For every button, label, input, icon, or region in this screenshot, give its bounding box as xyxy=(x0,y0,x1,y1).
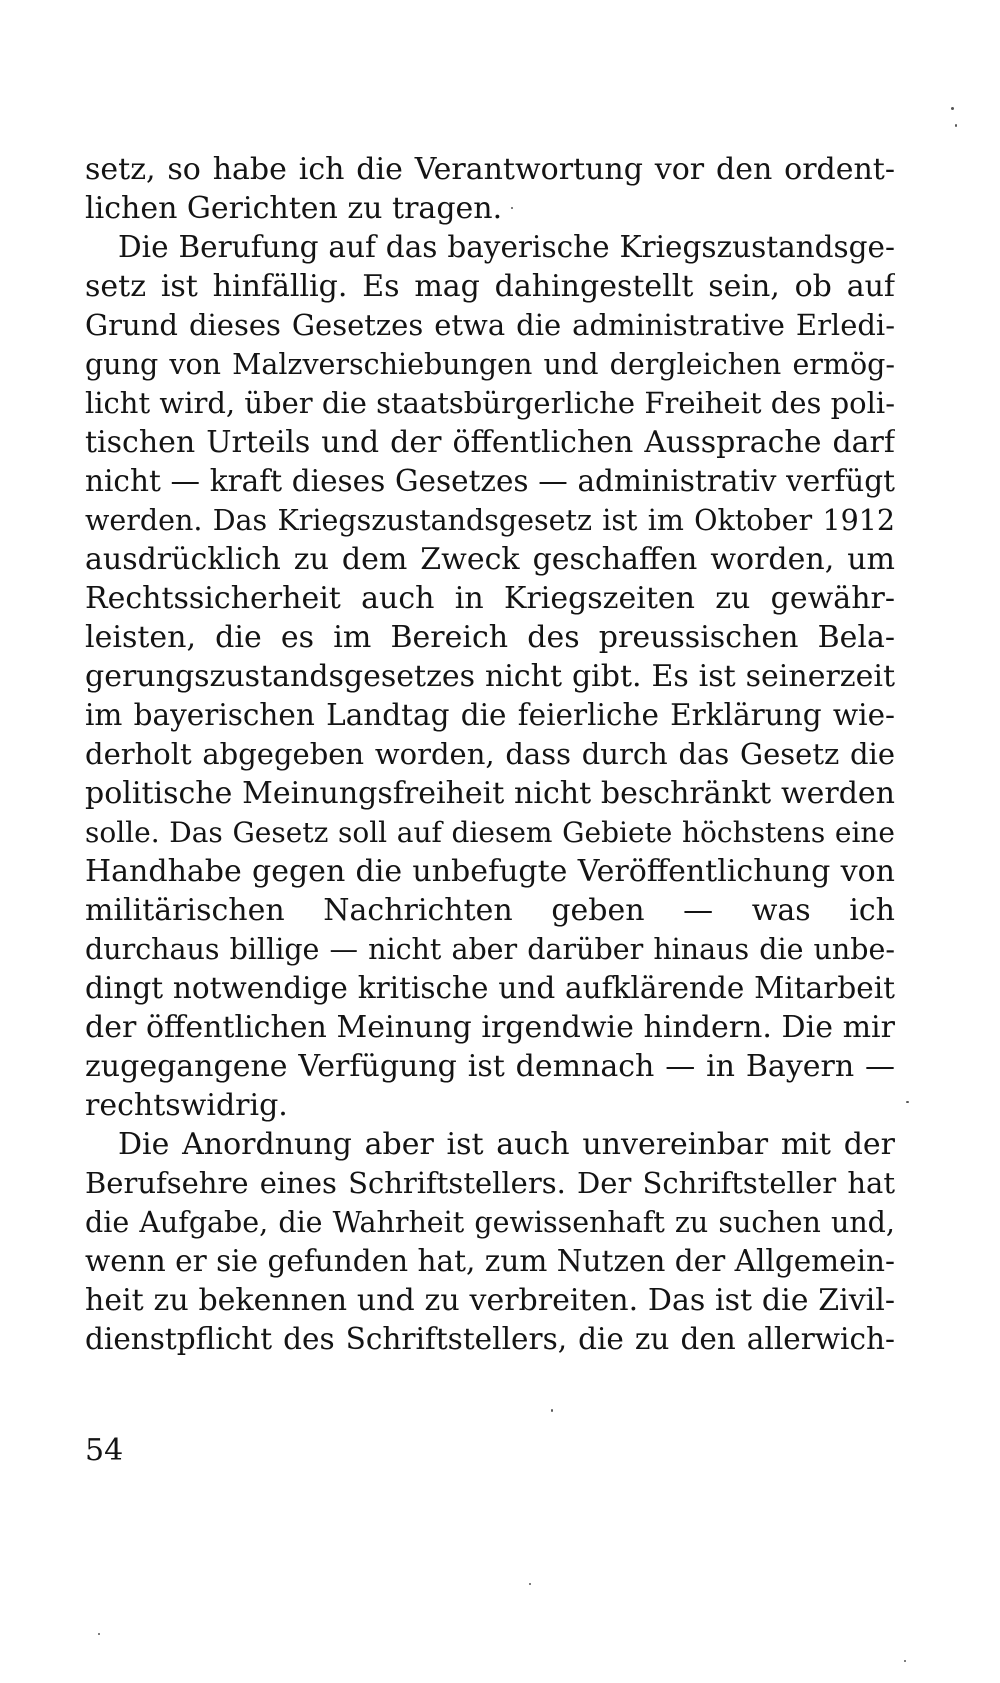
text-line: zugegangene Verfügung ist demnach — in Bayern — xyxy=(85,1049,895,1084)
scan-speck xyxy=(551,1409,553,1412)
text-line: ausdrücklich zu dem Zweck geschaffen worden, um xyxy=(85,542,895,577)
text-line: gung von Malzverschiebungen und dergleichen ermög- xyxy=(85,348,895,381)
text-line: militärischen Nachrichten geben — was ich xyxy=(85,893,895,928)
text-line: licht wird, über die staatsbürgerliche Freiheit des poli- xyxy=(85,386,895,420)
text-line: Die Berufung auf das bayerische Kriegszustandsge- xyxy=(118,230,895,264)
text-line: Die Anordnung aber ist auch unvereinbar mit der xyxy=(118,1127,895,1162)
text-line: der öffentlichen Meinung irgendwie hindern. Die mir xyxy=(85,1010,895,1045)
text-line: derholt abgegeben worden, dass durch das Gesetz die xyxy=(85,737,895,771)
scan-speck xyxy=(904,1660,906,1662)
text-line: wenn er sie gefunden hat, zum Nutzen der Allgemein- xyxy=(85,1244,895,1278)
scan-speck xyxy=(906,1101,909,1103)
text-line: werden. Das Kriegszustandsgesetz ist im Oktober 1912 xyxy=(85,504,895,537)
text-line: heit zu bekennen und zu verbreiten. Das ist die Zivil- xyxy=(85,1283,895,1318)
scan-speck xyxy=(951,107,954,110)
text-line: leisten, die es im Bereich des preussischen Bela- xyxy=(85,620,895,655)
text-line: Rechtssicherheit auch in Kriegszeiten zu gewähr- xyxy=(85,581,895,616)
scan-speck xyxy=(511,207,513,209)
text-line: Handhabe gegen die unbefugte Veröffentlichung von xyxy=(85,854,895,889)
text-line: setz ist hinfällig. Es mag dahingestellt sein, ob auf xyxy=(85,269,895,304)
text-line: gerungszustandsgesetzes nicht gibt. Es ist seinerzeit xyxy=(85,659,895,694)
text-line: durchaus billige — nicht aber darüber hinaus die unbe- xyxy=(85,933,895,966)
text-line: Grund dieses Gesetzes etwa die administrative Erledi- xyxy=(85,308,895,342)
text-line: dienstpflicht des Schriftstellers, die zu den allerwich- xyxy=(85,1322,895,1356)
text-line: setz, so habe ich die Verantwortung vor den ordent- xyxy=(85,152,895,187)
text-line: nicht — kraft dieses Gesetzes — administrativ verfügt xyxy=(85,464,895,498)
text-line: Berufsehre eines Schriftstellers. Der Schriftsteller hat xyxy=(85,1166,895,1200)
scan-speck xyxy=(955,124,957,127)
scan-speck xyxy=(529,1583,531,1585)
text-line: rechtswidrig. xyxy=(85,1088,288,1123)
text-line: dingt notwendige kritische und aufklärende Mitarbeit xyxy=(85,971,895,1005)
text-line: im bayerischen Landtag die feierliche Erklärung wie- xyxy=(85,698,895,732)
page-number: 54 xyxy=(85,1433,124,1468)
body-text xyxy=(85,150,895,1359)
text-line: solle. Das Gesetz soll auf diesem Gebiete höchstens eine xyxy=(85,816,895,849)
text-line: tischen Urteils und der öffentlichen Aussprache darf xyxy=(85,425,895,460)
text-line: politische Meinungsfreiheit nicht beschränkt werden xyxy=(85,776,895,811)
text-line: die Aufgabe, die Wahrheit gewissenhaft zu suchen und, xyxy=(85,1206,895,1239)
scan-speck xyxy=(98,1633,100,1635)
text-line: lichen Gerichten zu tragen. xyxy=(85,191,503,226)
